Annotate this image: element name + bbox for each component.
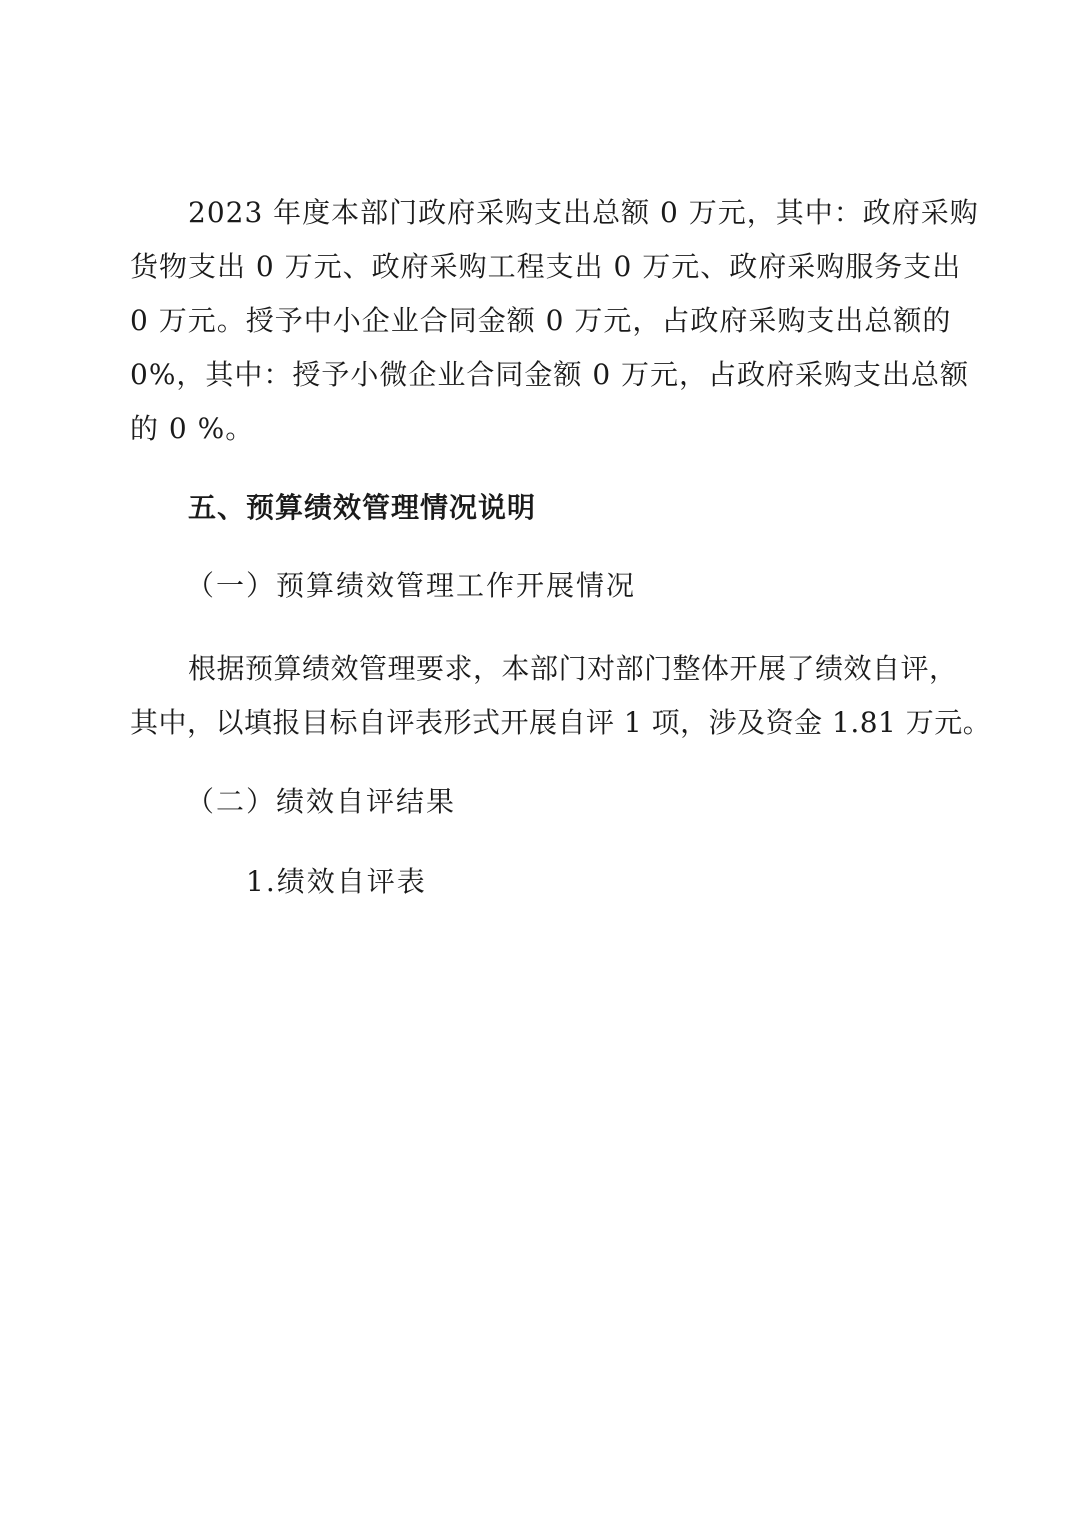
section-heading: 五、预算绩效管理情况说明 (188, 491, 537, 524)
paragraph-line: 货物支出 0 万元、政府采购工程支出 0 万元、政府采购服务支出 (130, 250, 962, 283)
paragraph-line: 0 万元。授予中小企业合同金额 0 万元，占政府采购支出总额的 (130, 304, 952, 337)
paragraph-line: 2023 年度本部门政府采购支出总额 0 万元，其中：政府采购 (188, 196, 979, 229)
performance-paragraph (130, 642, 992, 750)
subsection-heading: （一）预算绩效管理工作开展情况 (186, 569, 637, 602)
procurement-paragraph (130, 186, 979, 456)
subsection-heading: （二）绩效自评结果 (186, 785, 457, 818)
paragraph-line: 的 0 %。 (130, 412, 255, 445)
paragraph-line: 根据预算绩效管理要求，本部门对部门整体开展了绩效自评， (188, 652, 958, 685)
list-item-heading: 1.绩效自评表 (246, 865, 427, 898)
paragraph-line: 0%，其中：授予小微企业合同金额 0 万元，占政府采购支出总额 (130, 358, 970, 391)
paragraph-line: 其中，以填报目标自评表形式开展自评 1 项，涉及资金 1.81 万元。 (130, 706, 992, 739)
